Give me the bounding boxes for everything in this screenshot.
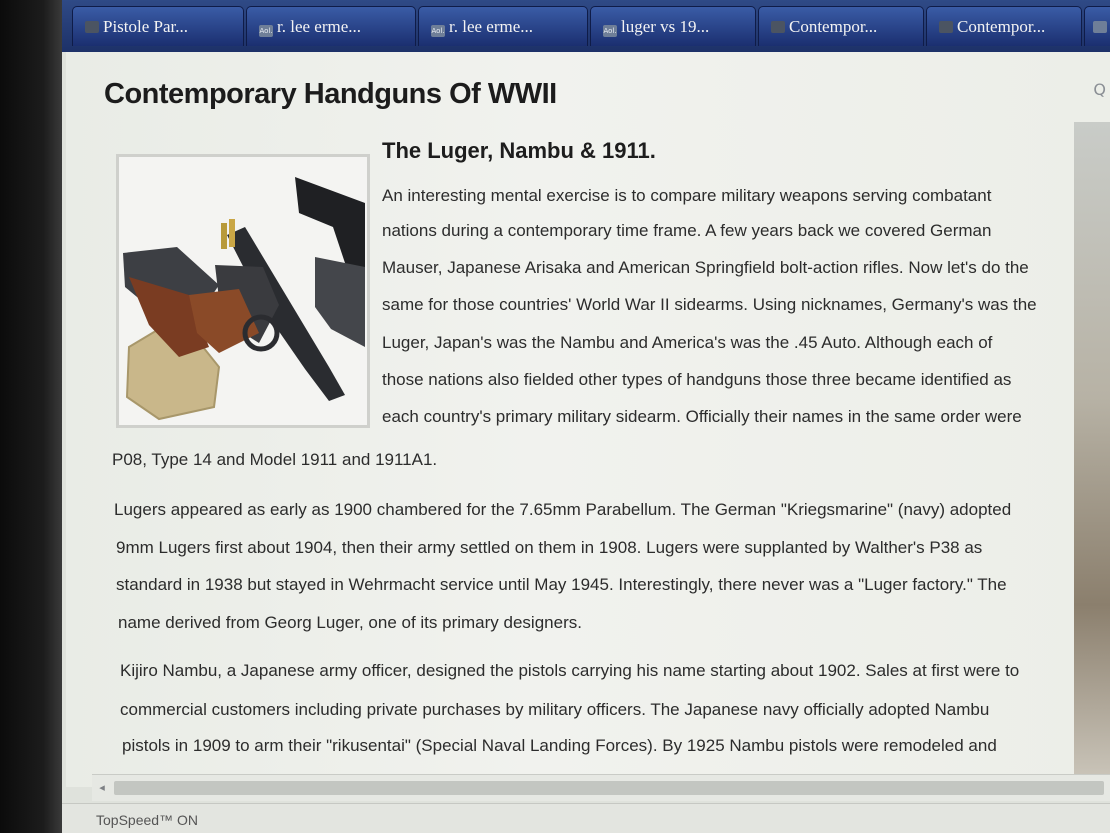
text-line: Mauser, Japanese Arisaka and American Springfield bolt-action rifles. Now let's do the	[382, 258, 1029, 277]
text-line: An interesting mental exercise is to compare military weapons serving combatant	[382, 186, 992, 205]
text-line: same for those countries' World War II sidearms. Using nicknames, Germany's was the	[382, 295, 1037, 314]
page-viewport	[66, 52, 1110, 787]
scroll-left-arrow-icon[interactable]: ◂	[99, 781, 105, 794]
text-line: those nations also fielded other types of handguns those three became identified as	[382, 370, 1012, 389]
horizontal-scrollbar[interactable]	[92, 774, 1110, 801]
aol-favicon-icon: Aol.	[431, 27, 445, 35]
aol-favicon-icon: Aol.	[259, 27, 273, 35]
text-line: nations during a contemporary time frame. A few years back we covered German	[382, 221, 992, 240]
text-line: commercial customers including private purchases by military officers. The Japanese navy officially adopted Nambu	[120, 700, 990, 719]
tab-label: r. lee erme...	[277, 17, 362, 36]
search-icon[interactable]: Q	[1093, 80, 1106, 99]
tab-label: luger vs 19...	[621, 17, 710, 36]
text-line: pistols in 1909 to arm their "rikusentai" (Special Naval Landing Forces). By 1925 Nambu pistols were remodeled and	[122, 736, 997, 755]
sidebar-ad-image	[1074, 122, 1110, 787]
text-line: each country's primary military sidearm. Officially their names in the same order were	[382, 407, 1022, 426]
text-line: 9mm Lugers first about 1904, then their army settled on them in 1908. Lugers were supplanted by Walther's P38 as	[116, 538, 983, 557]
tab-contemporary-1[interactable]	[758, 6, 924, 46]
text-line: Luger, Japan's was the Nambu and America's was the .45 Auto. Although each of	[382, 333, 993, 352]
text-line: Lugers appeared as early as 1900 chambered for the 7.65mm Parabellum. The German "Kriegsmarine" (navy) adopted	[114, 500, 1012, 519]
gun-favicon-icon	[85, 21, 99, 33]
tab-label: Pistole Par...	[103, 17, 189, 36]
handguns-photo	[116, 154, 370, 428]
tab-contemporary-2[interactable]	[926, 6, 1082, 46]
tab-label: Contempor...	[789, 17, 878, 36]
topspeed-status: TopSpeed™ ON	[96, 812, 198, 828]
tab-overflow[interactable]	[1084, 6, 1110, 46]
tab-label: r. lee erme...	[449, 17, 534, 36]
tab-pistole-parabellum[interactable]	[72, 6, 244, 46]
text-line: name derived from Georg Luger, one of its primary designers.	[118, 613, 582, 632]
gun-favicon-icon	[771, 21, 785, 33]
gun-favicon-icon	[1093, 21, 1107, 33]
text-line: P08, Type 14 and Model 1911 and 1911A1.	[112, 450, 438, 469]
tab-label: Contempor...	[957, 17, 1046, 36]
pistols-illustration	[119, 157, 367, 425]
text-line: standard in 1938 but stayed in Wehrmacht service until May 1945. Interestingly, there never was a "Luger factory." The	[116, 575, 1007, 594]
tab-bar	[62, 0, 1110, 52]
status-bar	[62, 803, 1110, 833]
page-title: Contemporary Handguns Of WWII	[104, 78, 557, 110]
text-line: Kijiro Nambu, a Japanese army officer, designed the pistols carrying his name starting about 1902. Sales at first were to	[120, 661, 1020, 680]
tab-r-lee-ermey-2[interactable]	[418, 6, 588, 46]
scroll-thumb[interactable]	[114, 781, 1104, 795]
monitor-bezel	[0, 0, 62, 833]
tab-luger-vs-1911[interactable]	[590, 6, 756, 46]
browser-window	[62, 0, 1110, 833]
tab-r-lee-ermey-1[interactable]	[246, 6, 416, 46]
article-subtitle: The Luger, Nambu & 1911.	[382, 138, 656, 163]
gun-favicon-icon	[939, 21, 953, 33]
aol-favicon-icon: Aol.	[603, 27, 617, 35]
